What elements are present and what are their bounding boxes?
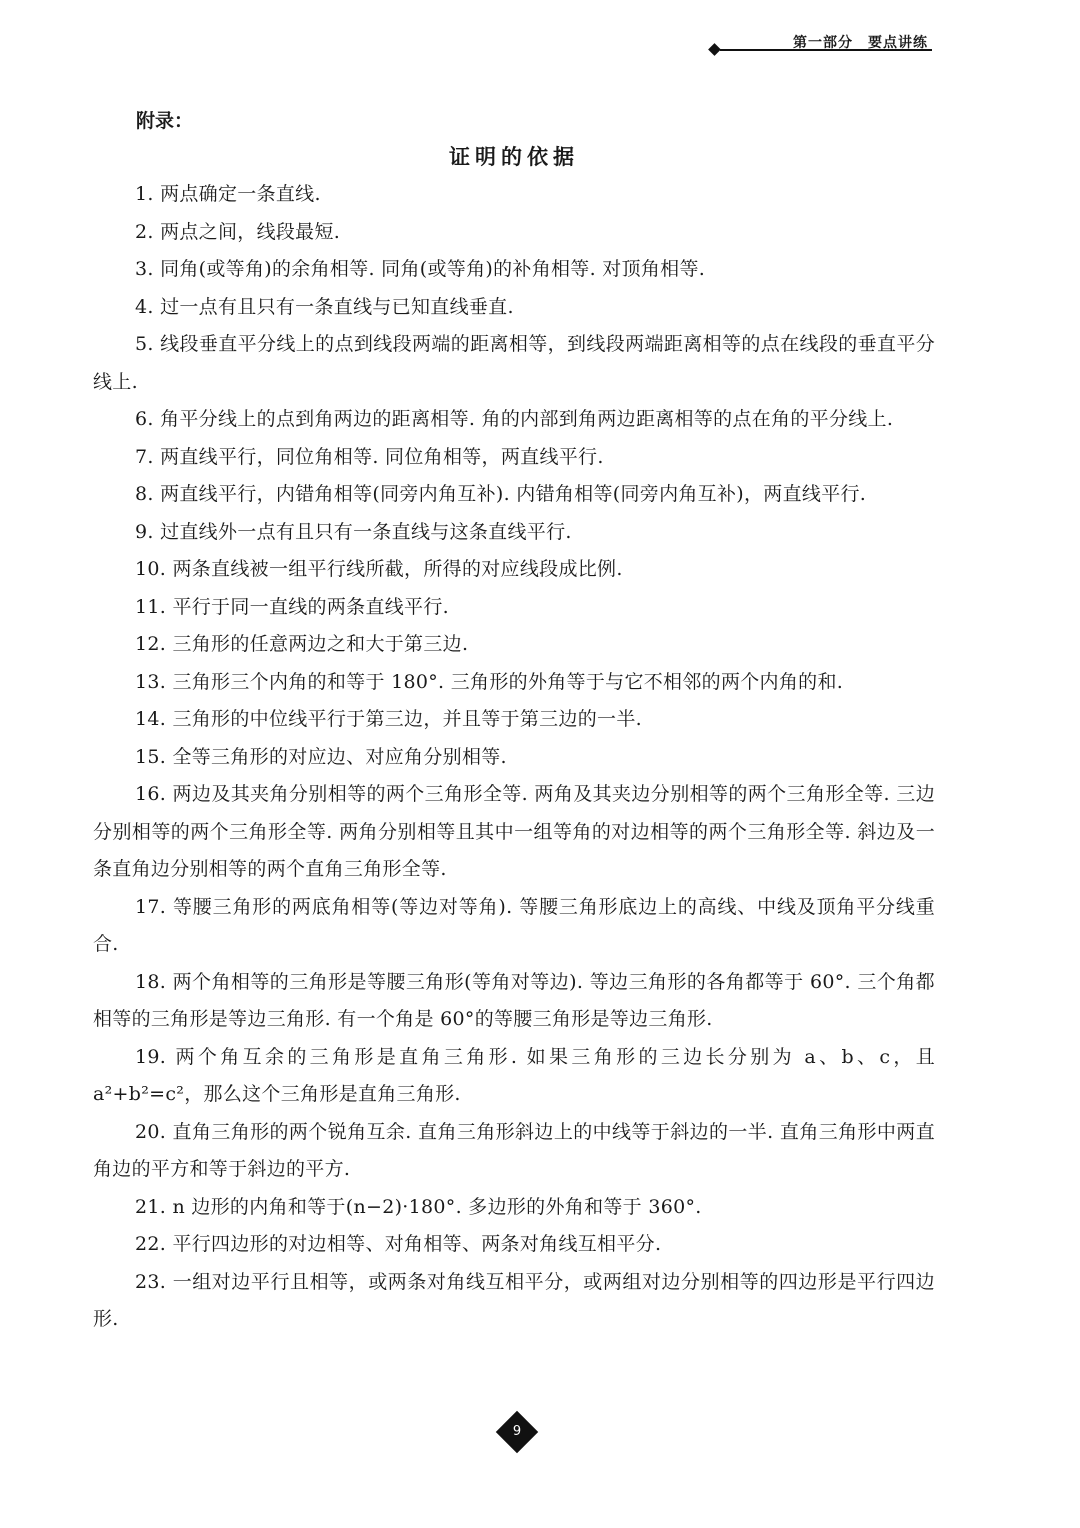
list-item: 15. 全等三角形的对应边、对应角分别相等.: [135, 745, 507, 768]
list-item: 8. 两直线平行，内错角相等(同旁内角互补). 内错角相等(同旁内角互补)，两直线平行.: [135, 483, 867, 505]
list-item: 19. 两个角互余的三角形是直角三角形. 如果三角形的三边长分别为 a、b、c，且 a²+b²=c²，那么这个三角形是直角三角形.: [93, 1045, 935, 1105]
list-item: 5. 线段垂直平分线上的点到线段两端的距离相等，到线段两端距离相等的点在线段的垂直平分线上.: [93, 333, 935, 393]
list-item: 18. 两个角相等的三角形是等腰三角形(等角对等边). 等边三角形的各角都等于 60°. 三个角都相等的三角形是等边三角形. 有一个角是 60°的等腰三角形是等边三角形.: [93, 970, 935, 1030]
list-item: 13. 三角形三个内角的和等于 180°. 三角形的外角等于与它不相邻的两个内角的和.: [135, 670, 844, 693]
list-item: 17. 等腰三角形的两底角相等(等边对等角). 等腰三角形底边上的高线、中线及顶角平分线重合.: [93, 895, 935, 955]
list-item: 14. 三角形的中位线平行于第三边，并且等于第三边的一半.: [135, 708, 642, 730]
list-item: 3. 同角(或等角)的余角相等. 同角(或等角)的补角相等. 对顶角相等.: [135, 258, 706, 280]
list-item: 7. 两直线平行，同位角相等. 同位角相等，两直线平行.: [135, 445, 604, 468]
list-item: 16. 两边及其夹角分别相等的两个三角形全等. 两角及其夹边分别相等的两个三角形全等. 三边分别相等的两个三角形全等. 两角分别相等且其中一组等角的对边相等的两个三角形全等. 斜边及一条直角边分别相等的两个直角三角形全等.: [93, 783, 935, 880]
diamond-ornament-icon: [708, 43, 721, 56]
page-number: 9: [512, 1424, 522, 1439]
appendix-label: 附录：: [136, 110, 194, 132]
list-item: 11. 平行于同一直线的两条直线平行.: [135, 595, 449, 618]
list-item: 22. 平行四边形的对边相等、对角相等、两条对角线互相平分.: [135, 1233, 662, 1255]
running-header: [700, 30, 932, 60]
list-item: 23. 一组对边平行且相等，或两条对角线互相平分，或两组对边分别相等的四边形是平行四边形.: [93, 1270, 935, 1330]
page-title: 证明的依据: [449, 145, 579, 169]
theorem-list: [93, 176, 935, 1339]
list-item: 20. 直角三角形的两个锐角互余. 直角三角形斜边上的中线等于斜边的一半. 直角三角形中两直角边的平方和等于斜边的平方.: [93, 1120, 935, 1180]
list-item: 1. 两点确定一条直线.: [135, 183, 321, 205]
section-label: 第一部分 要点讲练: [793, 35, 928, 51]
list-item: 4. 过一点有且只有一条直线与已知直线垂直.: [135, 295, 514, 318]
list-item: 2. 两点之间，线段最短.: [135, 220, 341, 243]
list-item: 9. 过直线外一点有且只有一条直线与这条直线平行.: [135, 520, 572, 543]
list-item: 12. 三角形的任意两边之和大于第三边.: [135, 633, 469, 655]
list-item: 10. 两条直线被一组平行线所截，所得的对应线段成比例.: [135, 558, 623, 580]
list-item: 21. n 边形的内角和等于(n−2)·180°. 多边形的外角和等于 360°.: [135, 1195, 702, 1218]
list-item: 6. 角平分线上的点到角两边的距离相等. 角的内部到角两边距离相等的点在角的平分线上.: [135, 408, 894, 430]
